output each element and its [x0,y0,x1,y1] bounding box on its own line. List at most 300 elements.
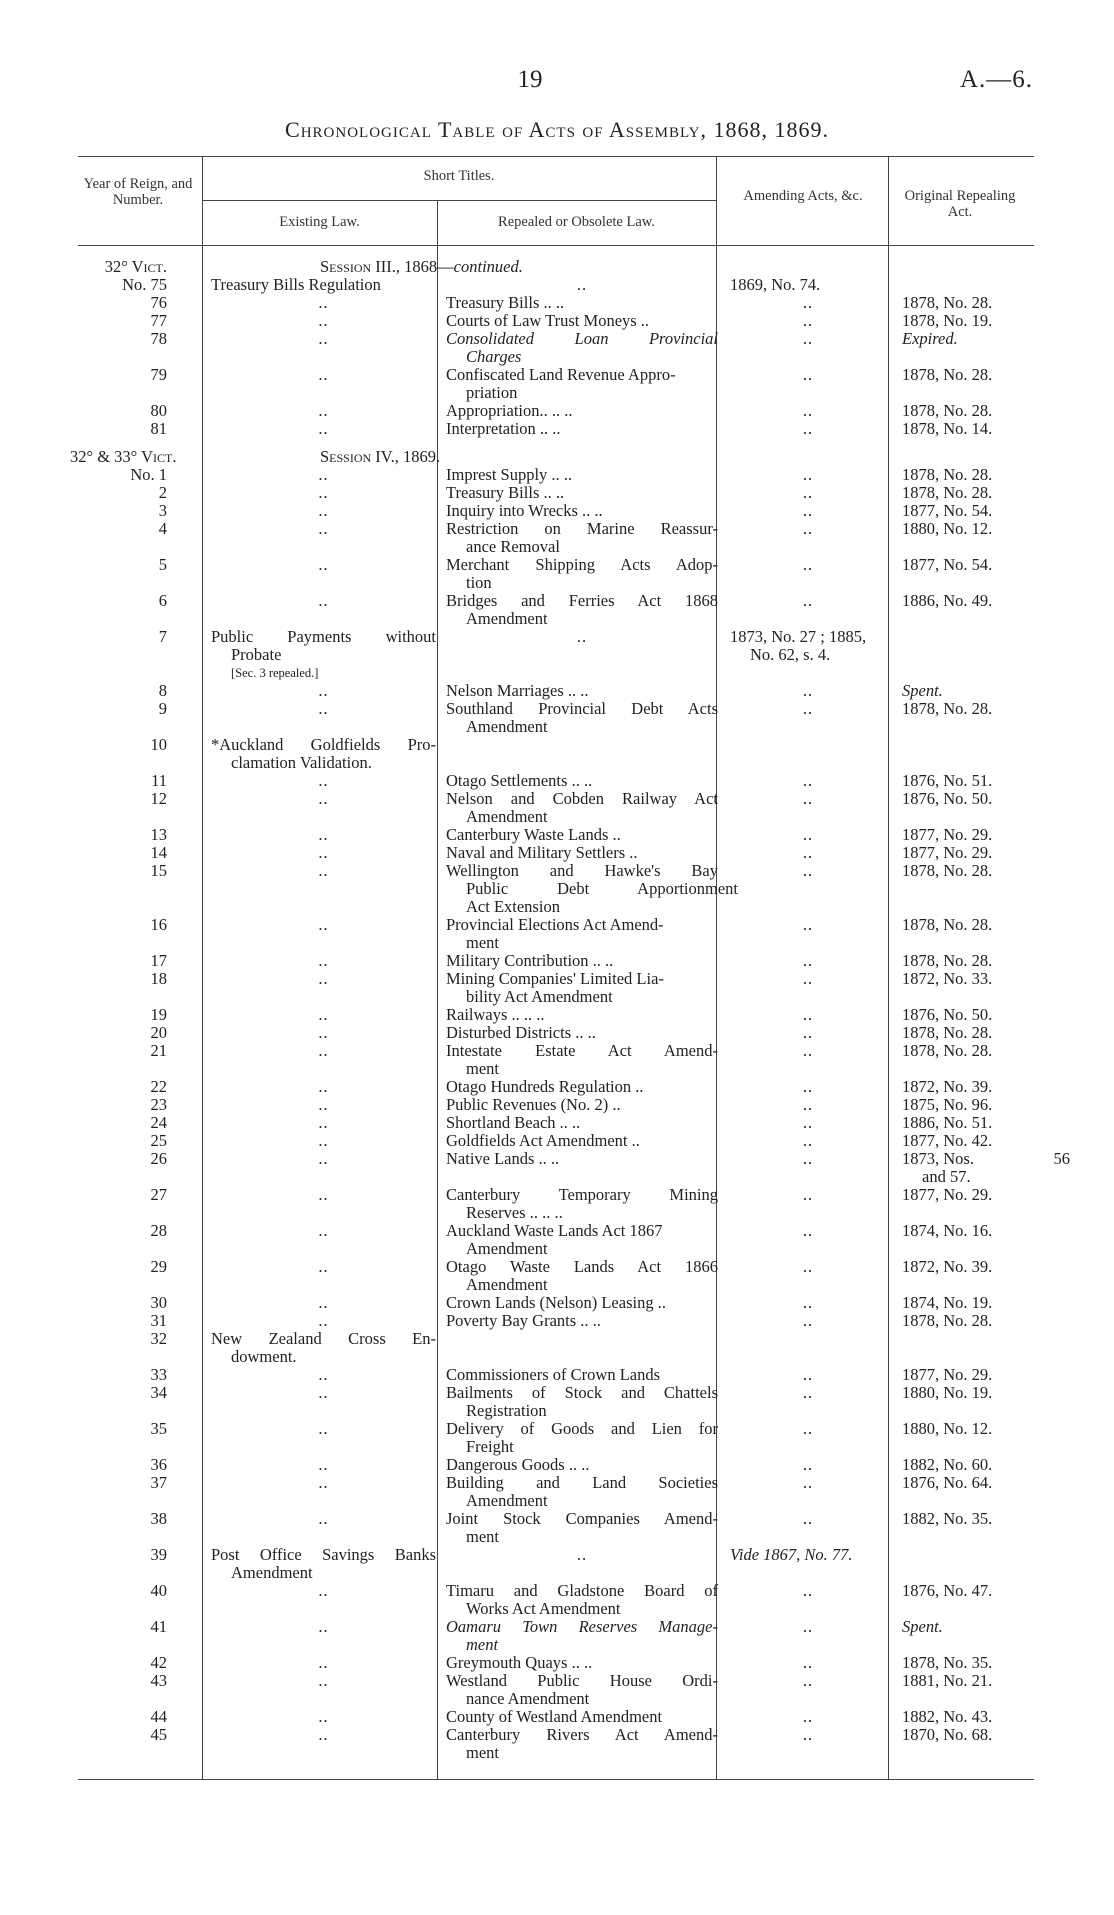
act-number: 78 [150,329,167,348]
act-number: 44 [150,1707,167,1726]
table-row [0,808,1114,826]
repealed-law: Reserves .. .. .. [466,1203,563,1222]
header-bottom-rule [78,245,1034,246]
repealed-law: Military Contribution .. .. [446,951,614,970]
repealed-law-dots: .. [576,1545,588,1564]
table-row [0,772,1114,790]
amending-act-dots: .. [802,1509,814,1528]
act-number: 27 [150,1185,167,1204]
existing-law-dots: .. [318,1149,329,1168]
amending-act-dots: .. [802,681,814,700]
repealed-law: Act Extension [466,897,560,916]
amending-act-dots: .. [802,293,814,312]
original-repealing-act: 1876, No. 64. [902,1473,993,1492]
repealed-law: Delivery of Goods and Lien for [446,1419,718,1438]
table-row [0,1510,1114,1528]
original-repealing-act: 1872, No. 39. [902,1257,993,1276]
act-number: 6 [158,591,167,610]
table-row [0,1384,1114,1402]
repealed-law: Amendment [466,717,548,736]
table-title: Chronological Table of Acts of Assembly, 1868, 1869. [285,117,829,142]
repealed-law: Nelson Marriages .. .. [446,681,589,700]
original-repealing-act: 1878, No. 28. [902,915,993,934]
table-top-rule [78,156,1034,157]
original-repealing-act: 1878, No. 28. [902,483,993,502]
act-number: 15 [150,861,167,880]
repealed-law: Wellington and Hawke's Bay [446,861,718,880]
act-number: 17 [150,951,167,970]
table-row [0,1546,1114,1564]
repealed-law: Canterbury Temporary Mining [446,1185,718,1204]
repealed-law: Restriction on Marine Reassur- [446,519,718,538]
table-row [0,592,1114,610]
act-number: 21 [150,1041,167,1060]
original-repealing-act: 1882, No. 43. [902,1707,993,1726]
table-row [0,1474,1114,1492]
table-row [0,826,1114,844]
act-number: 80 [150,401,167,420]
table-row [0,1312,1114,1330]
repealed-law: Treasury Bills .. .. [446,293,565,312]
original-repealing-act: 1878, No. 28. [902,699,993,718]
amending-act-dots: .. [802,1185,814,1204]
repealed-law: Merchant Shipping Acts Adop- [446,555,718,574]
act-number: 9 [158,699,167,718]
original-repealing-act: 1872, No. 33. [902,969,993,988]
table-row [0,1366,1114,1384]
table-row [0,1204,1114,1222]
table-row [0,1276,1114,1294]
table-row [0,520,1114,538]
existing-law-dots: .. [318,1365,329,1384]
table-row [0,1492,1114,1510]
existing-law-dots: .. [318,915,329,934]
existing-law-dots: .. [318,1581,329,1600]
existing-law-dots: .. [318,465,329,484]
act-number: 28 [150,1221,167,1240]
existing-law-dots: .. [318,519,329,538]
table-row [0,1402,1114,1420]
original-repealing-act: 1878, No. 28. [902,861,993,880]
original-repealing-act: 1878, No. 28. [902,293,993,312]
table-row [0,1618,1114,1636]
table-row [0,1582,1114,1600]
existing-law-dots: .. [318,1311,329,1330]
original-repealing-act: 1877, No. 29. [902,825,993,844]
act-number: No. 75 [122,275,167,294]
table-row [0,1168,1114,1186]
table-row [0,664,1114,682]
amending-act-dots: .. [802,771,814,790]
repealed-law: Confiscated Land Revenue Appro- [446,365,676,384]
repealed-law: Otago Settlements .. .. [446,771,593,790]
original-repealing-act: 1875, No. 96. [902,1095,993,1114]
act-number: 23 [150,1095,167,1114]
act-number: 14 [150,843,167,862]
existing-law: New Zealand Cross En- [211,1329,436,1348]
act-number: No. 1 [130,465,167,484]
table-row [0,844,1114,862]
table-row [0,276,1114,294]
original-repealing-act: 1877, No. 42. [902,1131,993,1150]
original-repealing-act: 1878, No. 35. [902,1653,993,1672]
table-row [0,1456,1114,1474]
repealed-law: ment [466,933,499,952]
amending-act-dots: .. [802,591,814,610]
repealed-law: Intestate Estate Act Amend- [446,1041,718,1060]
original-repealing-act: 1886, No. 51. [902,1113,993,1132]
original-repealing-act: and 57. [922,1167,971,1186]
amending-act: No. 62, s. 4. [750,645,831,664]
table-row [0,1096,1114,1114]
original-repealing-act: 1877, No. 29. [902,1365,993,1384]
repealed-law: Amendment [466,1275,548,1294]
original-repealing-act: 1876, No. 51. [902,771,993,790]
existing-law-dots: .. [318,1185,329,1204]
original-repealing-act: 1882, No. 60. [902,1455,993,1474]
session-heading: Session IV., 1869. [320,447,441,466]
amending-act-dots: .. [802,861,814,880]
amending-act-dots: .. [802,419,814,438]
table-row [0,1348,1114,1366]
table-row [0,934,1114,952]
act-number: 18 [150,969,167,988]
table-row [0,1114,1114,1132]
repealed-law: Dangerous Goods .. .. [446,1455,590,1474]
table-row [0,366,1114,384]
existing-law: [Sec. 3 repealed.] [231,666,319,680]
repealed-law: Provincial Elections Act Amend- [446,915,664,934]
session-label: Session III., 1868— [320,257,454,276]
existing-law-dots: .. [318,771,329,790]
amending-act-dots: .. [802,483,814,502]
table-row [0,1708,1114,1726]
table-row [0,1564,1114,1582]
amending-act-dots: .. [802,825,814,844]
repealed-law-dots: .. [576,275,588,294]
repealed-law: Canterbury Waste Lands .. [446,825,621,844]
repealed-law: ment [466,1527,499,1546]
table-row [0,384,1114,402]
existing-law-dots: .. [318,365,329,384]
repealed-law: Appropriation.. .. .. [446,401,573,420]
existing-law-dots: .. [318,681,329,700]
table-row [0,1690,1114,1708]
amending-act-dots: .. [802,1617,814,1636]
amending-act-dots: .. [802,1113,814,1132]
existing-law-dots: .. [318,1293,329,1312]
existing-law-dots: .. [318,1005,329,1024]
repealed-law: Interpretation .. .. [446,419,561,438]
act-number: 34 [150,1383,167,1402]
repealed-law: bility Act Amendment [466,987,613,1006]
table-row [0,682,1114,700]
amending-act-dots: .. [802,789,814,808]
repealed-law: Goldfields Act Amendment .. [446,1131,640,1150]
existing-law: Probate [231,645,282,664]
repealed-law: Mining Companies' Limited Lia- [446,969,664,988]
repealed-law: Timaru and Gladstone Board of [446,1581,718,1600]
original-repealing-act: 1870, No. 68. [902,1725,993,1744]
table-row [0,862,1114,880]
table-row [0,1528,1114,1546]
existing-law: *Auckland Goldfields Pro- [211,735,436,754]
original-repealing-act: 1878, No. 28. [902,401,993,420]
page-number: 19 [517,66,543,93]
act-number: 30 [150,1293,167,1312]
table-row [0,402,1114,420]
repealed-law: Naval and Military Settlers .. [446,843,638,862]
table-row [0,502,1114,520]
existing-law-dots: .. [318,311,329,330]
act-number: 25 [150,1131,167,1150]
repealed-law: ment [466,1635,499,1654]
original-repealing-act: 1877, No. 54. [902,555,993,574]
table-row [0,1438,1114,1456]
existing-law-dots: .. [318,969,329,988]
act-number: 2 [158,483,167,502]
repealed-law: Shortland Beach .. .. [446,1113,581,1132]
repealed-law: Auckland Waste Lands Act 1867 [446,1221,663,1240]
repealed-law: Treasury Bills .. .. [446,483,565,502]
act-number: 12 [150,789,167,808]
original-repealing-act: 1878, No. 28. [902,1023,993,1042]
existing-law-dots: .. [318,825,329,844]
header-original-repealing-act: Original Repealing Act. [904,188,1016,220]
existing-law-dots: .. [318,1023,329,1042]
table-row [0,1186,1114,1204]
act-number: 40 [150,1581,167,1600]
original-repealing-act: 1878, No. 28. [902,1041,993,1060]
table-row [0,898,1114,916]
table-row [0,1150,1114,1168]
original-repealing-act: 1877, No. 29. [902,1185,993,1204]
header-short-titles: Short Titles. [423,168,495,184]
table-row [0,952,1114,970]
act-number: 31 [150,1311,167,1330]
act-number: 43 [150,1671,167,1690]
table-row [0,538,1114,556]
act-number: 11 [151,771,167,790]
amending-act-dots: .. [802,365,814,384]
original-repealing-act: 1880, No. 12. [902,519,993,538]
act-number: 3 [158,501,167,520]
repealed-law: Greymouth Quays .. .. [446,1653,593,1672]
amending-act-dots: .. [802,1383,814,1402]
header-year: Year of Reign, and Number. [83,176,193,208]
table-row [0,1420,1114,1438]
existing-law: dowment. [231,1347,297,1366]
repealed-law: Poverty Bay Grants .. .. [446,1311,601,1330]
repealed-law: Bridges and Ferries Act 1868 [446,591,718,610]
amending-act-dots: .. [802,1455,814,1474]
amending-act-dots: .. [802,1581,814,1600]
original-repealing-act: 1876, No. 50. [902,1005,993,1024]
amending-act-dots: .. [802,1365,814,1384]
table-row [0,1672,1114,1690]
original-repealing-act: 1874, No. 19. [902,1293,993,1312]
repealed-law: Amendment [466,1239,548,1258]
repealed-law: Canterbury Rivers Act Amend- [446,1725,718,1744]
amending-act-dots: .. [802,1293,814,1312]
existing-law-dots: .. [318,1653,329,1672]
amending-act-dots: .. [802,951,814,970]
repealed-law: ment [466,1743,499,1762]
original-repealing-act: Spent. [902,1617,943,1636]
existing-law-dots: .. [318,1221,329,1240]
original-repealing-act: 1872, No. 39. [902,1077,993,1096]
table-row [0,628,1114,646]
existing-law-dots: .. [318,1617,329,1636]
amending-act-dots: .. [802,501,814,520]
act-number: 41 [150,1617,167,1636]
act-number: 10 [150,735,167,754]
table-row [0,1654,1114,1672]
original-repealing-act: 1873, Nos. [902,1149,974,1168]
act-number: 19 [150,1005,167,1024]
original-repealing-act: 1878, No. 28. [902,365,993,384]
existing-law: Post Office Savings Banks [211,1545,436,1564]
existing-law-dots: .. [318,789,329,808]
existing-law-dots: .. [318,1707,329,1726]
original-repealing-act: 1878, No. 28. [902,1311,993,1330]
existing-law-dots: .. [318,1113,329,1132]
existing-law-dots: .. [318,861,329,880]
act-number: 37 [150,1473,167,1492]
act-number: 38 [150,1509,167,1528]
act-number: 32° Vict. [104,257,167,276]
original-repealing-act: 1877, No. 54. [902,501,993,520]
original-repealing-act: 1880, No. 12. [902,1419,993,1438]
amending-act: Vide 1867, No. 77. [730,1545,853,1564]
amending-act: 1873, No. 27 ; 1885, [730,627,867,646]
repealed-law: Public Debt Apportionment [466,879,738,898]
existing-law-dots: .. [318,1419,329,1438]
table-row [0,1132,1114,1150]
margin-number: 56 [1053,1149,1070,1168]
original-repealing-act: 1878, No. 19. [902,311,993,330]
table-row [0,916,1114,934]
existing-law-dots: .. [318,401,329,420]
table-row [0,880,1114,898]
repealed-law: nance Amendment [466,1689,590,1708]
repealed-law: Inquiry into Wrecks .. .. [446,501,603,520]
amending-act-dots: .. [802,1257,814,1276]
existing-law-dots: .. [318,1077,329,1096]
table-row [0,1330,1114,1348]
existing-law-dots: .. [318,699,329,718]
table-row [0,1078,1114,1096]
act-number: 76 [150,293,167,312]
existing-law-dots: .. [318,951,329,970]
amending-act-dots: .. [802,1095,814,1114]
existing-law-dots: .. [318,1131,329,1150]
original-repealing-act: 1878, No. 28. [902,951,993,970]
existing-law: Amendment [231,1563,313,1582]
amending-act-dots: .. [802,1725,814,1744]
existing-law-dots: .. [318,1257,329,1276]
existing-law-dots: .. [318,1383,329,1402]
existing-law-dots: .. [318,1455,329,1474]
amending-act-dots: .. [802,1023,814,1042]
act-number: 8 [158,681,167,700]
act-number: 35 [150,1419,167,1438]
table-row [0,988,1114,1006]
repealed-law: Freight [466,1437,514,1456]
repealed-law: Crown Lands (Nelson) Leasing .. [446,1293,666,1312]
header-repealed-law: Repealed or Obsolete Law. [498,214,655,230]
original-repealing-act: 1881, No. 21. [902,1671,993,1690]
table-row [0,646,1114,664]
original-repealing-act: 1877, No. 29. [902,843,993,862]
existing-law: Public Payments without [211,627,436,646]
amending-act-dots: .. [802,1311,814,1330]
table-row [0,1258,1114,1276]
existing-law-dots: .. [318,1725,329,1744]
repealed-law: Otago Hundreds Regulation .. [446,1077,644,1096]
table-row [0,1636,1114,1654]
table-row [0,718,1114,736]
original-repealing-act: 1874, No. 16. [902,1221,993,1240]
act-number: 77 [150,311,167,330]
table-row [0,466,1114,484]
act-number: 20 [150,1023,167,1042]
amending-act-dots: .. [802,1131,814,1150]
table-row [0,1726,1114,1744]
table-row [0,1240,1114,1258]
existing-law-dots: .. [318,501,329,520]
act-number: 13 [150,825,167,844]
act-number: 24 [150,1113,167,1132]
repealed-law: Native Lands .. .. [446,1149,560,1168]
table-row [0,754,1114,772]
table-row [0,448,1114,466]
act-number: 7 [158,627,167,646]
repealed-law: Amendment [466,609,548,628]
amending-act-dots: .. [802,699,814,718]
repealed-law: Charges [466,347,522,366]
short-titles-rule [202,200,716,201]
table-row [0,970,1114,988]
table-row [0,736,1114,754]
amending-act-dots: .. [802,1671,814,1690]
amending-act-dots: .. [802,915,814,934]
amending-act-dots: .. [802,311,814,330]
table-row [0,1024,1114,1042]
repealed-law: Joint Stock Companies Amend- [446,1509,718,1528]
original-repealing-act: 1880, No. 19. [902,1383,993,1402]
table-row [0,1060,1114,1078]
original-repealing-act: 1878, No. 14. [902,419,993,438]
amending-act-dots: .. [802,1473,814,1492]
existing-law-dots: .. [318,1041,329,1060]
repealed-law: priation [466,383,518,402]
existing-law: clamation Validation. [231,753,372,772]
table-bottom-rule [78,1779,1034,1780]
act-number: 79 [150,365,167,384]
amending-act-dots: .. [802,969,814,988]
existing-law-dots: .. [318,591,329,610]
original-repealing-act: 1878, No. 28. [902,465,993,484]
table-row [0,610,1114,628]
table-row [0,574,1114,592]
act-number: 26 [150,1149,167,1168]
repealed-law: County of Westland Amendment [446,1707,663,1726]
amending-act-dots: .. [802,1005,814,1024]
act-number: 36 [150,1455,167,1474]
table-row [0,556,1114,574]
table-row [0,294,1114,312]
